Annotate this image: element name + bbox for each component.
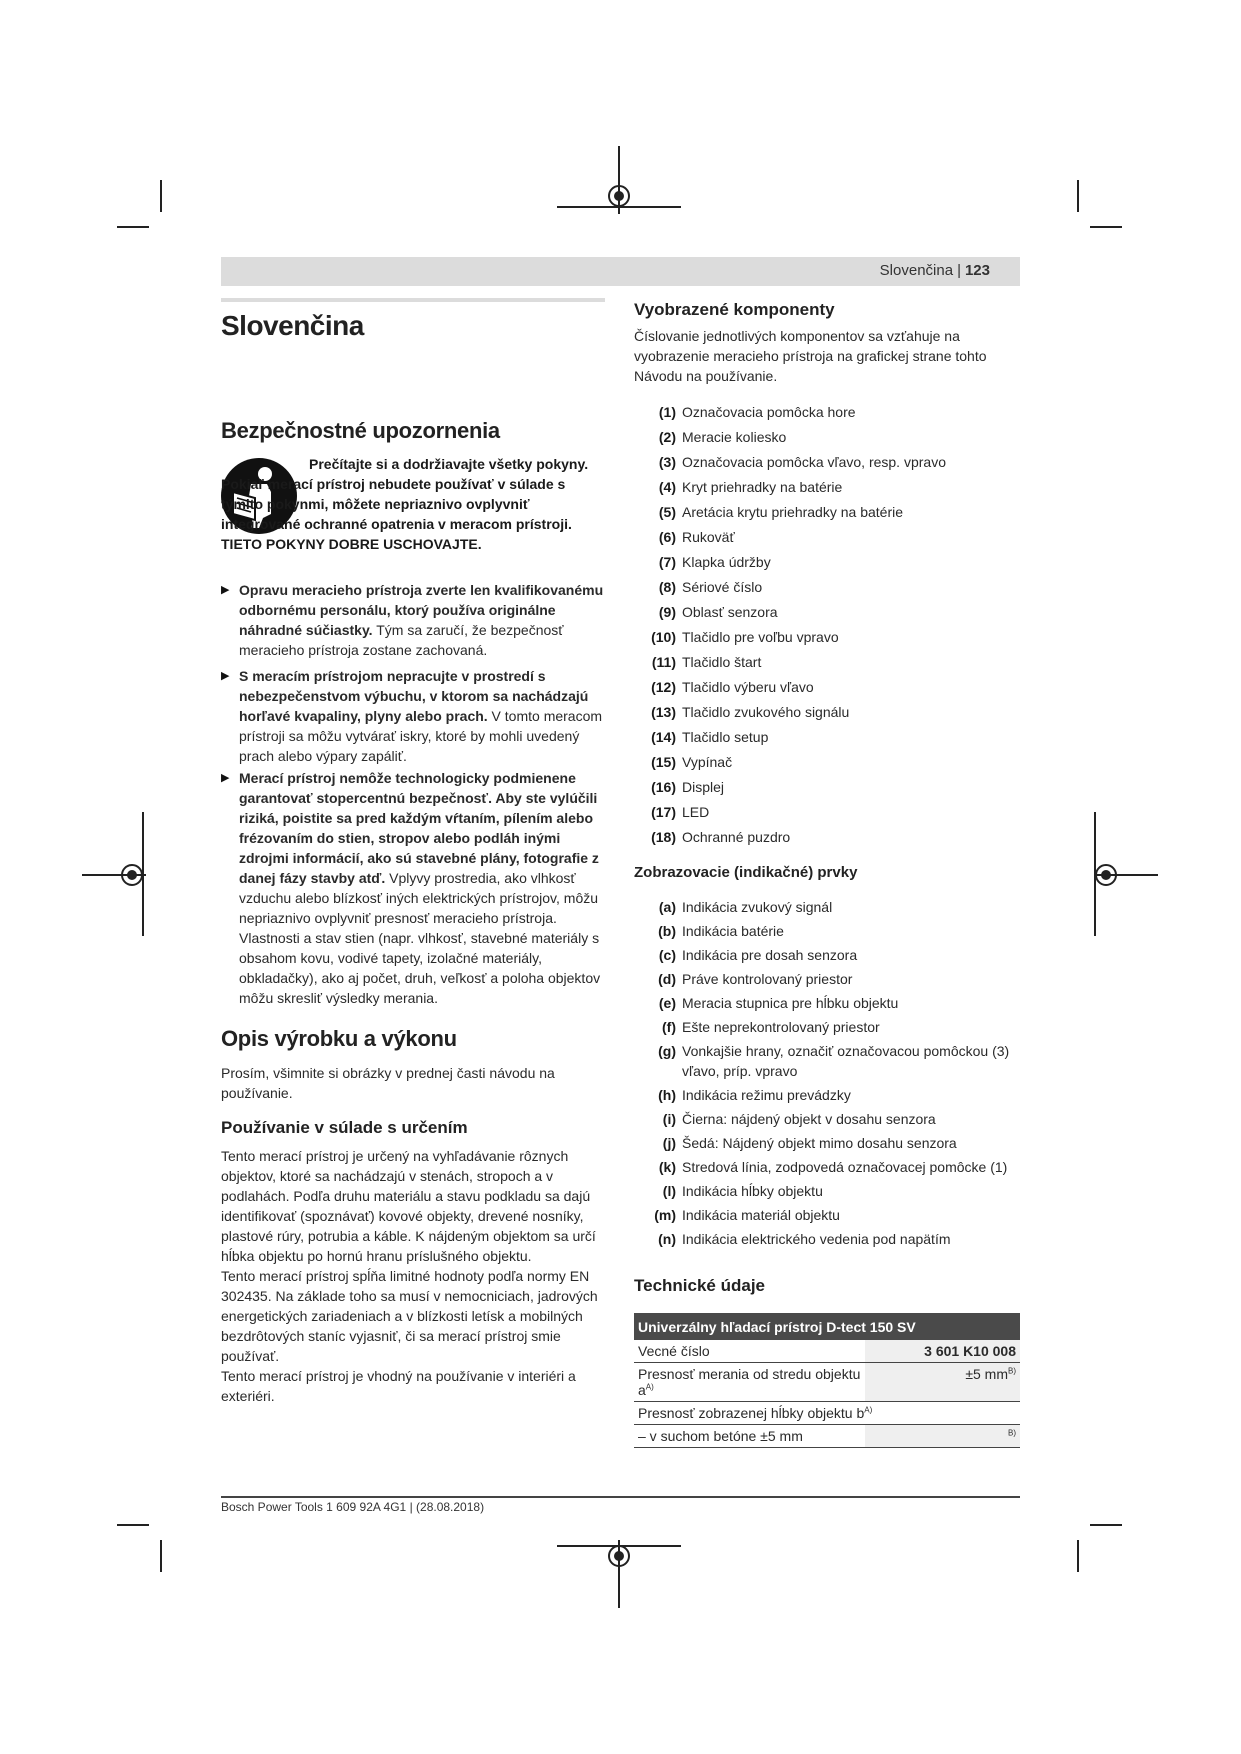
item-number: (e) xyxy=(658,995,676,1011)
table-cell-value: 3 601 K10 008 xyxy=(865,1340,1020,1363)
list-item xyxy=(634,402,1020,427)
safety-bullet xyxy=(221,768,605,1008)
row-label-text: Presnosť zobrazenej hĺbky objektu b xyxy=(638,1405,865,1421)
list-item xyxy=(634,502,1020,527)
item-number: (3) xyxy=(658,454,676,470)
list-item xyxy=(634,1109,1020,1129)
header-text: Slovenčina | 123 xyxy=(879,262,990,279)
bullet-text: V tomto meracom prístroji sa môžu vytvárať iskry, ktoré by mohli uvedený prach alebo výpary zapáliť. xyxy=(239,708,603,764)
list-item xyxy=(634,827,1020,852)
item-label: Ešte neprekontrolovaný priestor xyxy=(682,1019,880,1035)
list-item xyxy=(634,897,1020,917)
item-label: Displej xyxy=(682,779,725,795)
registration-mark-icon xyxy=(608,185,630,207)
tech-table xyxy=(634,1313,1020,1448)
safety-bullet xyxy=(221,666,605,766)
usage-paragraph: Tento merací prístroj je určený na vyhľadávanie rôznych objektov, ktoré sa nachádzajú v stenách, stropoch a v podlahách. Podľa druhu materiálu a stavu podkladu sa dajú identifikovať (spoznávať) kovové objekty, drevené nosníky, plastové rúry, potrubia a káble. K nájdeným objektom sa určí hĺbka objektu po hornú hranu príslušného objektu. xyxy=(221,1148,596,1264)
safety-bullet xyxy=(221,580,605,660)
item-label: Indikácia batérie xyxy=(682,923,784,939)
list-item xyxy=(634,777,1020,802)
item-label: Sériové číslo xyxy=(682,579,763,595)
item-number: (1) xyxy=(658,404,676,420)
list-item xyxy=(634,577,1020,602)
list-item xyxy=(634,527,1020,552)
title-rule xyxy=(221,298,605,302)
item-number: (4) xyxy=(658,479,676,495)
item-number: (9) xyxy=(658,604,676,620)
crop-mark xyxy=(1090,1524,1122,1526)
item-number: (m) xyxy=(654,1207,676,1223)
footer-rule xyxy=(221,1496,1020,1498)
list-item xyxy=(634,1181,1020,1201)
list-item xyxy=(634,969,1020,989)
table-title: Univerzálny hľadací prístroj D-tect 150 SV xyxy=(634,1313,1020,1340)
row-label-text: Presnosť merania od stredu objektu a xyxy=(638,1366,861,1398)
list-item xyxy=(634,702,1020,727)
item-label: Tlačidlo pre voľbu vpravo xyxy=(682,629,839,645)
item-number: (l) xyxy=(662,1183,676,1199)
item-label: Šedá: Nájdený objekt mimo dosahu senzora xyxy=(682,1135,957,1151)
crop-mark xyxy=(117,226,149,228)
list-item xyxy=(634,552,1020,577)
list-item xyxy=(634,1157,1020,1177)
item-label: Čierna: nájdený objekt v dosahu senzora xyxy=(682,1111,936,1127)
item-label: Indikácia hĺbky objektu xyxy=(682,1183,823,1199)
table-cell-value xyxy=(865,1425,1020,1448)
item-label: LED xyxy=(682,804,710,820)
list-item xyxy=(634,1085,1020,1105)
item-label: Indikácia elektrického vedenia pod napätím xyxy=(682,1231,951,1247)
item-label: Indikácia pre dosah senzora xyxy=(682,947,858,963)
item-number: (b) xyxy=(658,923,676,939)
item-number: (10) xyxy=(651,629,676,645)
list-item xyxy=(634,477,1020,502)
table-row xyxy=(634,1425,1020,1448)
list-item xyxy=(634,945,1020,965)
item-label: Tlačidlo zvukového signálu xyxy=(682,704,850,720)
list-item xyxy=(634,921,1020,941)
item-label: Rukoväť xyxy=(682,529,735,545)
footnote-ref: B) xyxy=(1008,1428,1016,1438)
usage-paragraph: Tento merací prístroj je vhodný na používanie v interiéri a exteriéri. xyxy=(221,1368,576,1404)
components-heading: Vyobrazené komponenty xyxy=(634,300,835,319)
crop-mark xyxy=(1077,180,1079,212)
crop-mark xyxy=(160,1540,162,1572)
item-label: Stredová línia, zodpovedá označovacej pomôcke (1) xyxy=(682,1159,1008,1175)
components-list xyxy=(634,402,1020,852)
list-item xyxy=(634,802,1020,827)
item-number: (14) xyxy=(651,729,676,745)
item-number: (n) xyxy=(658,1231,676,1247)
item-label: Vonkajšie hrany, označiť označovacou pomôckou (3) vľavo, príp. vpravo xyxy=(682,1043,1010,1079)
components-intro: Číslovanie jednotlivých komponentov sa vzťahuje na vyobrazenie meracieho prístroja na grafickej strane tohto Návodu na používanie. xyxy=(634,328,987,384)
item-number: (15) xyxy=(651,754,676,770)
page-footer: Bosch Power Tools 1 609 92A 4G1 | (28.08.2018) xyxy=(221,1500,485,1514)
item-number: (8) xyxy=(658,579,676,595)
item-number: (j) xyxy=(662,1135,676,1151)
list-item xyxy=(634,752,1020,777)
bullet-text: Tým sa zaručí, že bezpečnosť meracieho prístroja zostane zachovaná. xyxy=(239,622,564,658)
table-row xyxy=(634,1340,1020,1363)
list-item xyxy=(634,652,1020,677)
list-item xyxy=(634,427,1020,452)
table-cell-label xyxy=(634,1363,865,1402)
list-item xyxy=(634,602,1020,627)
item-number: (g) xyxy=(658,1043,676,1059)
list-item xyxy=(634,1205,1020,1225)
item-number: (a) xyxy=(658,899,676,915)
item-number: (i) xyxy=(662,1111,676,1127)
item-number: (13) xyxy=(651,704,676,720)
registration-mark-icon xyxy=(1095,864,1117,886)
display-list xyxy=(634,897,1020,1253)
crop-mark xyxy=(160,180,162,212)
item-number: (d) xyxy=(658,971,676,987)
usage-paragraph: Tento merací prístroj spĺňa limitné hodnoty podľa normy EN 302435. Na základe toho sa musí v nemocniciach, jadrových energetických zariadeniach a v blízkosti letísk a mobilných bezdrôtových staníc vyjasniť, či sa merací prístroj smie používať. xyxy=(221,1268,598,1364)
page-number: 123 xyxy=(964,262,990,279)
table-row xyxy=(634,1363,1020,1402)
list-item xyxy=(634,1229,1020,1249)
item-number: (5) xyxy=(658,504,676,520)
item-label: Meracia stupnica pre hĺbku objektu xyxy=(682,995,899,1011)
item-number: (18) xyxy=(651,829,676,845)
table-cell-label: – v suchom betóne ±5 mm xyxy=(634,1425,865,1448)
item-number: (17) xyxy=(651,804,676,820)
list-item xyxy=(634,1041,1020,1081)
table-cell-label xyxy=(634,1402,1020,1425)
list-item xyxy=(634,993,1020,1013)
item-number: (c) xyxy=(658,947,676,963)
usage-heading: Používanie v súlade s určením xyxy=(221,1118,468,1137)
footnote-ref: A) xyxy=(645,1382,654,1392)
item-label: Meracie koliesko xyxy=(682,429,787,445)
item-number: (12) xyxy=(651,679,676,695)
item-label: Klapka údržby xyxy=(682,554,771,570)
list-item xyxy=(634,677,1020,702)
item-label: Indikácia režimu prevádzky xyxy=(682,1087,851,1103)
registration-mark-icon xyxy=(121,864,143,886)
bullet-text: Vplyvy prostredia, ako vlhkosť vzduchu alebo blízkosť iných elektrických prístrojov, môžu nepriaznivo ovplyvniť presnosť meracieho prístroja. Vlastnosti a stav stien (napr. vlhkosť, stavebné materiály s obsahom kovu, vodivé tapety, izolačné materiály, obkladačky), ako aj počet, druh, veľkosť a poloha objektov môžu skresliť výsledky merania. xyxy=(239,870,601,1006)
item-label: Práve kontrolovaný priestor xyxy=(682,971,853,987)
bullet-bold: Merací prístroj nemôže technologicky podmienene garantovať stopercentnú bezpečnosť. Aby ste vylúčili riziká, poistite sa pred každým vŕtaním, pílením alebo frézovaním do stien, stropov alebo podláh inými zdrojmi informácií, ako sú stavebné plány, fotografie z danej fázy stavby atď. xyxy=(239,770,599,886)
item-number: (2) xyxy=(658,429,676,445)
item-number: (6) xyxy=(658,529,676,545)
item-label: Oblasť senzora xyxy=(682,604,778,620)
table-row xyxy=(634,1402,1020,1425)
list-item xyxy=(634,1017,1020,1037)
list-item xyxy=(634,1133,1020,1153)
display-heading: Zobrazovacie (indikačné) prvky xyxy=(634,864,858,881)
item-label: Tlačidlo štart xyxy=(682,654,762,670)
item-label: Tlačidlo setup xyxy=(682,729,769,745)
product-intro: Prosím, všimnite si obrázky v prednej časti návodu na používanie. xyxy=(221,1065,555,1101)
item-label: Indikácia zvukový signál xyxy=(682,899,833,915)
bullet-bold: Opravu meracieho prístroja zverte len kvalifikovanému odbornému personálu, ktorý používa originálne náhradné súčiastky. xyxy=(239,582,604,638)
row-value-text: ±5 mm xyxy=(965,1366,1008,1382)
item-label: Označovacia pomôcka vľavo, resp. vpravo xyxy=(682,454,946,470)
item-label: Označovacia pomôcka hore xyxy=(682,404,856,420)
crop-mark xyxy=(117,1524,149,1526)
item-number: (h) xyxy=(658,1087,676,1103)
bullet-bold: S meracím prístrojom nepracujte v prostredí s nebezpečenstvom výbuchu, v ktorom sa nachádzajú horľavé kvapaliny, plyny alebo prach. xyxy=(239,668,589,724)
list-item xyxy=(634,727,1020,752)
crop-mark xyxy=(1090,226,1122,228)
item-number: (11) xyxy=(651,654,676,670)
item-label: Kryt priehradky na batérie xyxy=(682,479,843,495)
header-language: Slovenčina xyxy=(879,262,954,279)
item-number: (f) xyxy=(662,1019,676,1035)
item-label: Indikácia materiál objektu xyxy=(682,1207,840,1223)
crop-mark xyxy=(1077,1540,1079,1572)
table-cell-value xyxy=(865,1363,1020,1402)
list-item xyxy=(634,627,1020,652)
footnote-ref: B) xyxy=(1008,1366,1016,1376)
list-item xyxy=(634,452,1020,477)
page-title: Slovenčina xyxy=(221,310,364,341)
safety-heading: Bezpečnostné upozornenia xyxy=(221,418,500,443)
item-label: Tlačidlo výberu vľavo xyxy=(682,679,814,695)
item-label: Aretácia krytu priehradky na batérie xyxy=(682,504,903,520)
product-heading: Opis výrobku a výkonu xyxy=(221,1026,457,1051)
item-label: Vypínač xyxy=(682,754,733,770)
registration-mark-icon xyxy=(608,1545,630,1567)
tech-heading: Technické údaje xyxy=(634,1276,766,1295)
footnote-ref: A) xyxy=(864,1405,873,1415)
page-header xyxy=(221,257,1020,286)
safety-intro: Prečítajte si a dodržiavajte všetky pokyny. Pokiaľ merací prístroj nebudete používať v súlade s týmito pokynmi, môžete nepriaznivo ovplyvniť integrované ochranné opatrenia v meracom prístroji. TIETO POKYNY DOBRE USCHOVAJTE. xyxy=(221,456,589,552)
table-cell-label: Vecné číslo xyxy=(634,1340,865,1363)
item-number: (16) xyxy=(651,779,676,795)
item-label: Ochranné puzdro xyxy=(682,829,791,845)
item-number: (7) xyxy=(658,554,676,570)
item-number: (k) xyxy=(658,1159,676,1175)
table-header-row xyxy=(634,1313,1020,1340)
